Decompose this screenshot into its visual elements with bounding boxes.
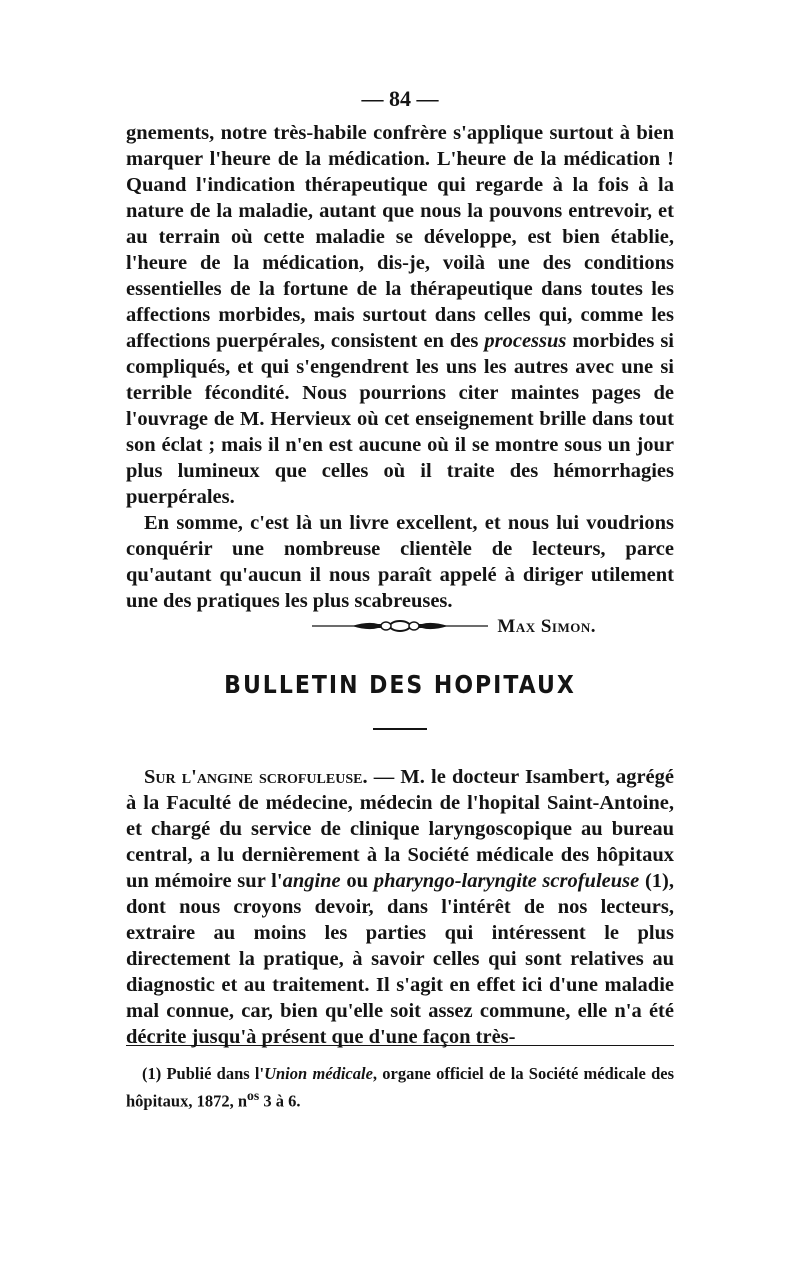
review-text — [126, 120, 674, 640]
section-title: BULLETIN DES HOPITAUX — [224, 671, 576, 700]
page-number: — 84 — — [361, 86, 439, 111]
review-paragraph-1: gnements, notre très-habile confrère s'applique surtout à bien marquer l'heure de la médication. L'heure de la médication ! Quand l'indication thérapeutique qui regarde à la fois à la nature de la maladie, autant que nous la pouvons entrevoir, et au terrain où cette maladie se développe, est bien établie, l'heure de la médication, dis-je, voilà une des conditions essentielles de la fortune de la thérapeutique dans toutes les affections morbides, mais surtout dans celles qui, comme les affections puerpérales, consistent en des processus morbides si compliqués, et qui s'engendrent les uns les autres avec une si terrible fécondité. Nous pourrions citer maintes pages de l'ouvrage de M. Hervieux où cet enseignement brille dans tout son éclat ; mais il n'en est aucune où il se montre sous un jour plus lumineux que celles où il traite des hémorrhagies puerpérales. — [126, 122, 674, 508]
review-paragraph-2: En somme, c'est là un livre excellent, et nous lui voudrions conquérir une nombreuse clientèle de lecteurs, parce qu'autant qu'aucun il nous paraît appelé à diriger utilement une des pratiques les plus scabreuses. — [126, 512, 674, 612]
title-underline — [373, 728, 427, 730]
author-signature: Max Simon. — [497, 616, 596, 637]
ornament-divider — [312, 618, 488, 634]
article-heading: Sur l'angine scrofuleuse. — [144, 766, 368, 788]
latin-term: processus — [484, 330, 567, 352]
bulletin-text — [126, 764, 674, 1050]
footnote-separator — [126, 1045, 674, 1046]
footnote: (1) Publié dans l'Union médicale, organe officiel de la Société médicale des hôpitaux, 1872, $n^{os}$ 3 à 6. — [126, 1064, 675, 1111]
bulletin-paragraph: Sur l'angine scrofuleuse. — M. le docteur Isambert, agrégé à la Faculté de médecine, médecin de l'hopital Saint-Antoine, et chargé du service de clinique laryngoscopique au bureau central, a lu dernièrement à la Société médicale des hôpitaux un mémoire sur l'angine ou pharyngo-laryngite scrofuleuse (1), dont nous croyons devoir, dans l'intérêt de nos lecteurs, extraire au moins les parties qui intéressent le plus directement la pratique, à savoir celles qui sont relatives au diagnostic et au traitement. Il s'agit en effet ici d'une maladie mal connue, car, bien qu'elle soit assez commune, elle n'a été décrite jusqu'à présent que d'une façon très- — [126, 766, 675, 1048]
